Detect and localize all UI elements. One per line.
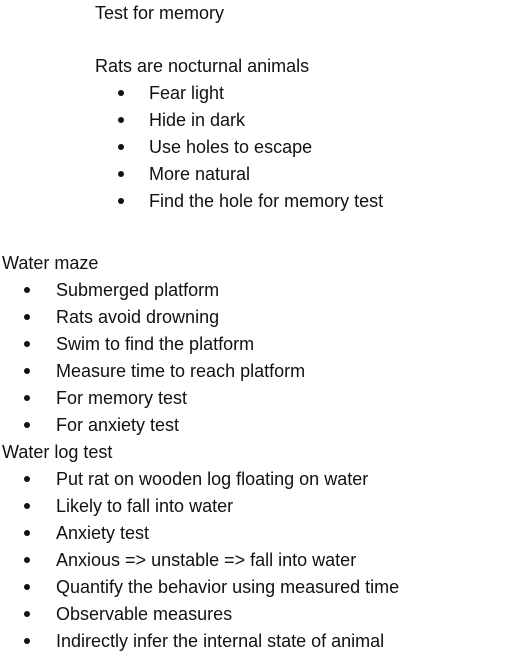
heading-water-maze: Water maze [2, 253, 99, 273]
bullet-icon [24, 530, 30, 536]
bullet-icon [24, 287, 30, 293]
bullet-icon [118, 144, 124, 150]
list-item-label: Likely to fall into water [56, 496, 234, 516]
heading-water-log-test: Water log test [2, 442, 113, 462]
bullet-icon [24, 584, 30, 590]
list-item-label: Rats avoid drowning [56, 307, 220, 327]
bullet-icon [24, 395, 30, 401]
bullet-icon [24, 368, 30, 374]
list-item-label: Observable measures [56, 604, 233, 624]
bullet-icon [24, 314, 30, 320]
list-item-label: Indirectly infer the internal state of animal [56, 631, 385, 651]
bullet-icon [118, 171, 124, 177]
bullet-icon [24, 503, 30, 509]
bullet-icon [24, 476, 30, 482]
heading-test-for-memory: Test for memory [95, 3, 225, 23]
list-item-label: Put rat on wooden log floating on water [56, 469, 369, 489]
list-item-label: Swim to find the platform [56, 334, 255, 354]
list-item-label: Fear light [149, 83, 225, 103]
list-item-label: Hide in dark [149, 110, 246, 130]
list-item-label: For memory test [56, 388, 188, 408]
list-item-label: Find the hole for memory test [149, 191, 384, 211]
bullet-icon [24, 341, 30, 347]
list-item-label: Use holes to escape [149, 137, 313, 157]
bullet-icon [118, 90, 124, 96]
bullet-icon [24, 611, 30, 617]
list-item-label: For anxiety test [56, 415, 180, 435]
list-item-label: More natural [149, 164, 251, 184]
subheading-nocturnal: Rats are nocturnal animals [95, 56, 310, 76]
list-item-label: Anxiety test [56, 523, 150, 543]
list-item-label: Quantify the behavior using measured time [56, 577, 400, 597]
bullet-icon [118, 198, 124, 204]
bullet-icon [118, 117, 124, 123]
bullet-icon [24, 557, 30, 563]
bullet-icon [24, 422, 30, 428]
list-item-label: Submerged platform [56, 280, 220, 300]
list-item-label: Measure time to reach platform [56, 361, 306, 381]
bullet-icon [24, 638, 30, 644]
list-item-label: Anxious => unstable => fall into water [56, 550, 357, 570]
